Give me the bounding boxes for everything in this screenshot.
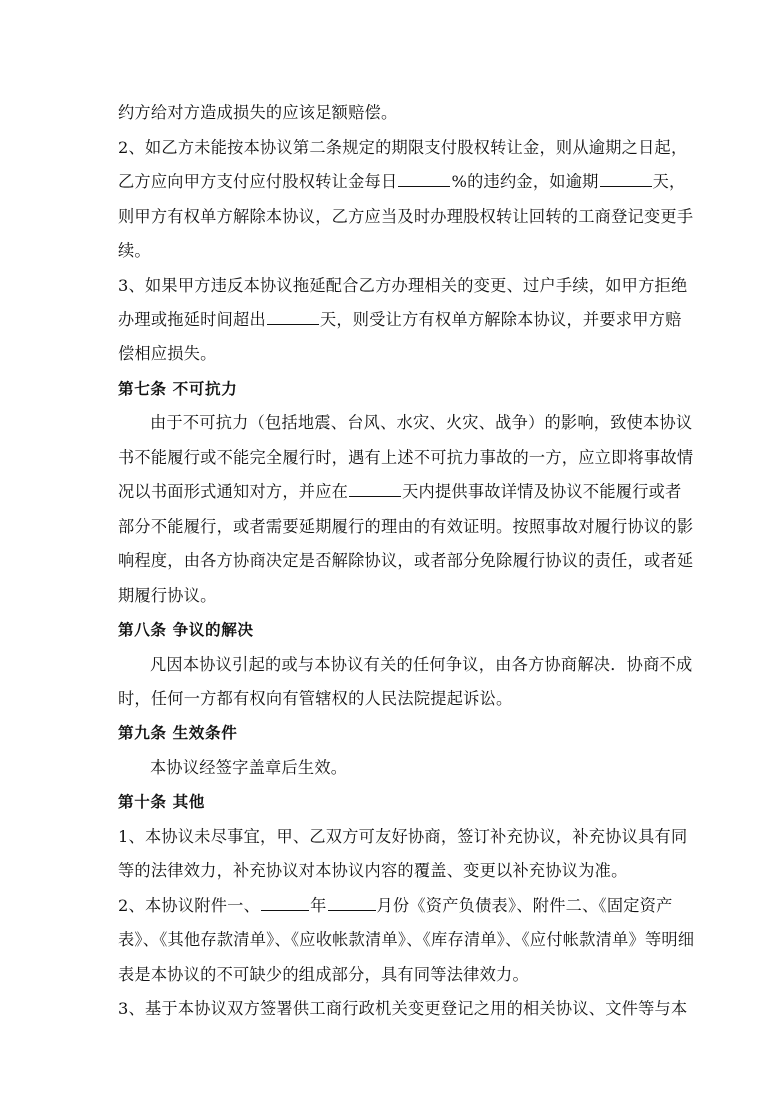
text-segment: 月份《资产负债表》、附件二、《固定资产: [376, 896, 673, 915]
clause-6-item-2-line: 2、如乙方未能按本协议第二条规定的期限支付股权转让金，则从逾期之日起，: [118, 138, 688, 157]
blank-field: [261, 896, 309, 911]
clause-7-line: [118, 482, 682, 502]
clause-6-item-2-line: 则甲方有权单方解除本协议，乙方应当及时办理股权转让回转的工商登记变更手: [118, 207, 694, 226]
text-segment: 办理或拖延时间超出: [118, 310, 266, 329]
blank-field: [328, 896, 376, 911]
clause-6-item-3-line: [118, 310, 682, 330]
clause-8-heading: 第八条 争议的解决: [118, 621, 254, 639]
clause-9-heading: 第九条 生效条件: [118, 724, 238, 742]
clause-8-line: 凡因本协议引起的或与本协议有关的任何争议，由各方协商解决．协商不成: [150, 655, 693, 674]
clause-10-heading: 第十条 其他: [118, 793, 205, 811]
clause-6-item-3-line: 3、如果甲方违反本协议拖延配合乙方办理相关的变更、过户手续，如甲方拒绝: [118, 276, 688, 295]
clause-6-item-3-line: 偿相应损失。: [118, 344, 217, 363]
body-line: 约方给对方造成损失的应该足额赔偿。: [118, 103, 398, 122]
text-segment: 天，则受让方有权单方解除本协议，并要求甲方赔: [319, 310, 682, 329]
blank-field: [600, 172, 652, 187]
blank-field: [267, 310, 319, 325]
text-segment: 乙方应向甲方支付应付股权转让金每日: [118, 172, 398, 191]
text-segment: 年: [310, 896, 327, 915]
text-segment: 况以书面形式通知对方，并应在: [118, 482, 349, 501]
clause-10-item-2-line: 表》、《其他存款清单》、《应收帐款清单》、《库存清单》、《应付帐款清单》等明细: [118, 930, 695, 949]
blank-field: [349, 482, 401, 497]
clause-7-line: 期履行协议。: [118, 586, 217, 605]
text-segment: 天内提供事故详情及协议不能履行或者: [402, 482, 682, 501]
clause-9-line: 本协议经签字盖章后生效。: [150, 758, 348, 777]
text-segment: %的违约金，如逾期: [451, 172, 599, 191]
clause-7-line: 部分不能履行，或者需要延期履行的理由的有效证明。按照事故对履行协议的影: [118, 517, 694, 536]
clause-7-line: 书不能履行或不能完全履行时，遇有上述不可抗力事故的一方，应立即将事故情: [118, 448, 694, 467]
clause-10-item-1-line: 等的法律效力，补充协议对本协议内容的覆盖、变更以补充协议为准。: [118, 861, 628, 880]
clause-10-item-2-line: 表是本协议的不可缺少的组成部分，具有同等法律效力。: [118, 965, 529, 984]
clause-6-item-2-line: [118, 172, 685, 192]
clause-10-item-1-line: 1、本协议未尽事宜，甲、乙双方可友好协商，签订补充协议，补充协议具有同: [118, 827, 688, 846]
blank-field: [398, 172, 450, 187]
clause-8-line: 时，任何一方都有权向有管辖权的人民法院提起诉讼。: [118, 689, 513, 708]
text-segment: 天，: [652, 172, 686, 191]
clause-10-item-2-line: [118, 896, 673, 916]
clause-10-item-3-line: 3、基于本协议双方签署供工商行政机关变更登记之用的相关协议、文件等与本: [118, 999, 688, 1018]
clause-7-line: 响程度，由各方协商决定是否解除协议，或者部分免除履行协议的责任，或者延: [118, 551, 694, 570]
text-segment: 2、本协议附件一、: [118, 896, 261, 915]
clause-7-line: 由于不可抗力（包括地震、台风、水灾、火灾、战争）的影响，致使本协议: [150, 413, 693, 432]
clause-6-item-2-line: 续。: [118, 241, 151, 260]
clause-7-heading: 第七条 不可抗力: [118, 380, 238, 398]
